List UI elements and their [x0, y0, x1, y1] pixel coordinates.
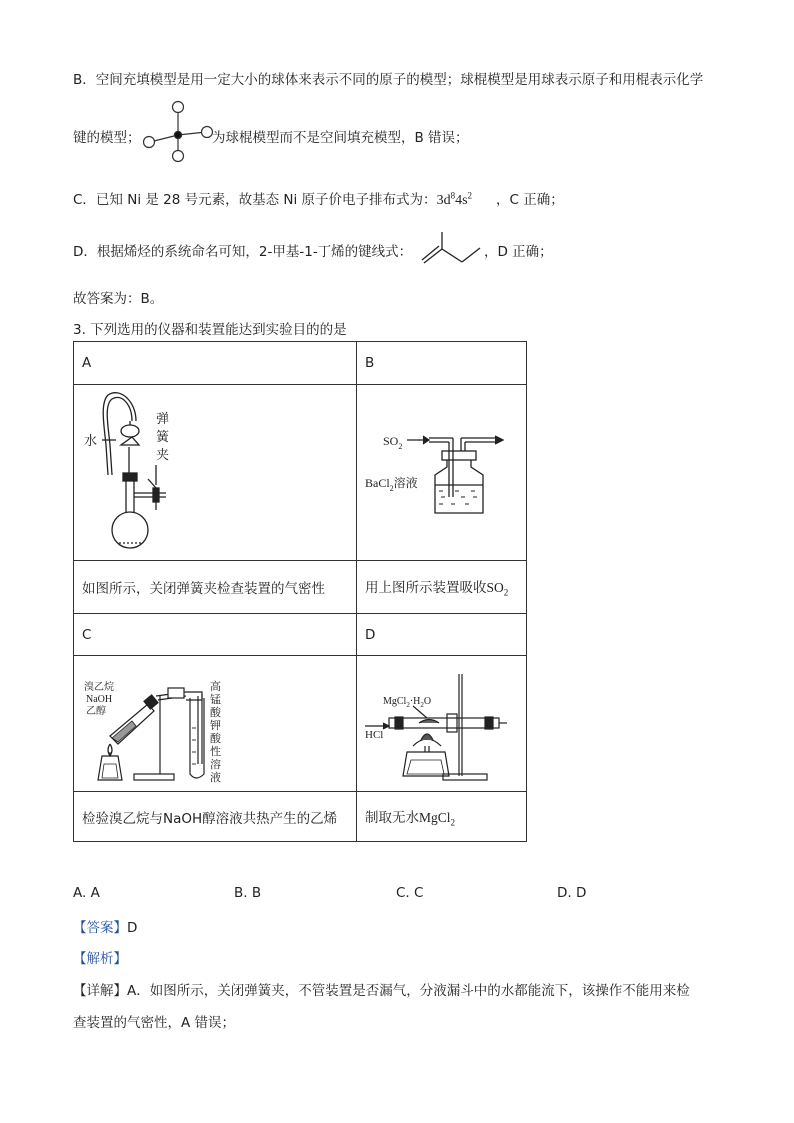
figure-b-gas-sub: 2	[398, 442, 403, 451]
figure-d-reagent: MgCl	[383, 696, 407, 707]
detail-line2: 查装置的气密性，A 错误；	[73, 1015, 236, 1031]
cell-c-desc	[74, 792, 357, 842]
option-d-suffix: ，D 正确；	[484, 244, 553, 260]
figure-c-reagent-char: 高	[210, 680, 221, 693]
svg-text:BaCl2溶液	[365, 475, 418, 493]
cell-d-desc-formula: MgCl	[419, 809, 451, 825]
figure-b-gas-label: SO	[383, 434, 399, 448]
cell-d-desc-prefix: 制取无水	[365, 809, 419, 826]
figure-a-cell	[74, 385, 357, 561]
figure-c-label-2: NaOH	[86, 694, 113, 705]
cell-d-desc-sub: 2	[450, 817, 456, 828]
figure-a-clamp-label-2: 簧	[156, 430, 170, 445]
detail-line1	[73, 979, 690, 999]
cell-b-label: B	[357, 342, 527, 385]
figure-b-wash-bottle	[357, 385, 526, 561]
choice-c[interactable]: C. C	[396, 885, 424, 901]
ball-stick-model-icon	[138, 100, 218, 166]
figure-b-solution-suffix: 溶液	[393, 476, 418, 490]
cell-b-desc-prefix: 用上图所示装置吸收	[365, 580, 487, 597]
config-4s-exp: 2	[467, 190, 473, 201]
skeletal-formula-icon	[418, 229, 488, 271]
cell-c-desc-text: 检验溴乙烷与NaOH醇溶液共热产生的乙烯	[82, 810, 338, 827]
option-c-suffix: ，C 正确；	[496, 192, 564, 208]
figure-a-flask-apparatus	[74, 385, 356, 561]
figure-d-reagent-end: O	[423, 696, 432, 707]
choice-b[interactable]: B. B	[234, 885, 262, 901]
option-c-prefix: C．已知 Ni 是 28 号元素，故基态 Ni 原子价电子排布式为：	[73, 192, 437, 208]
figure-c-label-3: 乙醇	[86, 706, 106, 717]
svg-text:MgCl2·H2O	[383, 696, 431, 709]
figure-a-clamp-label-3: 夹	[156, 448, 170, 463]
figure-c-label-1: 溴乙烷	[84, 682, 114, 693]
option-b-line2-prefix: 键的模型；	[73, 130, 141, 146]
figure-d-cell	[357, 656, 527, 792]
figure-d-reagent-sub: 2	[406, 701, 410, 709]
detail-tag: 【详解】	[73, 983, 127, 999]
answer-value: D	[127, 920, 138, 936]
figure-c-reagent-char: 钾	[210, 719, 221, 732]
question-3-table	[73, 341, 527, 842]
figure-c-reagent-char: 酸	[210, 706, 221, 719]
figure-c-elimination-apparatus	[74, 656, 356, 792]
cell-b-desc-formula: SO	[486, 580, 504, 596]
figure-c-reagent-char: 溶	[210, 758, 221, 771]
cell-d-desc	[357, 792, 527, 842]
figure-d-reagent-sub2: 2	[420, 701, 424, 709]
detail-text-1: A．如图所示，关闭弹簧夹，不管装置是否漏气，分液漏斗中的水都能流下，该操作不能用来检	[127, 983, 690, 999]
cell-c-label: C	[74, 614, 357, 656]
choice-a[interactable]: A. A	[73, 885, 100, 901]
figure-c-cell	[74, 656, 357, 792]
figure-b-solution-sub: 2	[389, 484, 394, 493]
cell-d-label: D	[357, 614, 527, 656]
choice-d[interactable]: D. D	[557, 885, 587, 901]
figure-c-reagent-char: 锰	[210, 693, 221, 706]
figure-b-cell	[357, 385, 527, 561]
figure-c-reagent-char: 性	[210, 745, 221, 758]
figure-a-clamp-label-1: 弹	[156, 412, 170, 427]
answer-line: 故答案为：B。	[73, 291, 164, 307]
answer-tag: 【答案】	[73, 920, 127, 936]
option-b-line1: B．空间充填模型是用一定大小的球体来表示不同的原子的模型；球棍模型是用球表示原子和用棍表示化学	[73, 72, 704, 88]
figure-d-gas-label: HCl	[365, 729, 384, 741]
config-3d-exp: 8	[450, 190, 456, 201]
config-3d: 3d	[436, 193, 451, 208]
svg-text:SO2	[383, 434, 402, 451]
figure-c-reagent-char: 液	[210, 771, 221, 784]
figure-a-water-label: 水	[84, 434, 98, 449]
config-4s: 4s	[455, 193, 468, 208]
figure-b-solution-label: BaCl	[365, 476, 390, 490]
figure-d-reagent-suffix: ·H	[409, 696, 421, 707]
question-3-stem: 3. 下列选用的仪器和装置能达到实验目的的是	[73, 322, 347, 338]
figure-c-reagent-vertical	[210, 679, 222, 784]
cell-b-desc-sub: 2	[503, 587, 509, 598]
option-b-line2-suffix: 为球棍模型而不是空间填充模型，B 错误；	[212, 130, 469, 146]
answer-section	[73, 916, 137, 936]
option-d-prefix: D．根据烯烃的系统命名可知，2-甲基-1-丁烯的键线式：	[73, 244, 413, 260]
option-c-text	[73, 188, 564, 209]
figure-d-tube-furnace	[357, 656, 526, 792]
cell-a-label: A	[74, 342, 357, 385]
figure-c-reagent-char: 酸	[210, 732, 221, 745]
cell-b-desc	[357, 561, 527, 614]
cell-a-desc: 如图所示，关闭弹簧夹检查装置的气密性	[74, 561, 357, 614]
analysis-tag: 【解析】	[73, 951, 127, 967]
